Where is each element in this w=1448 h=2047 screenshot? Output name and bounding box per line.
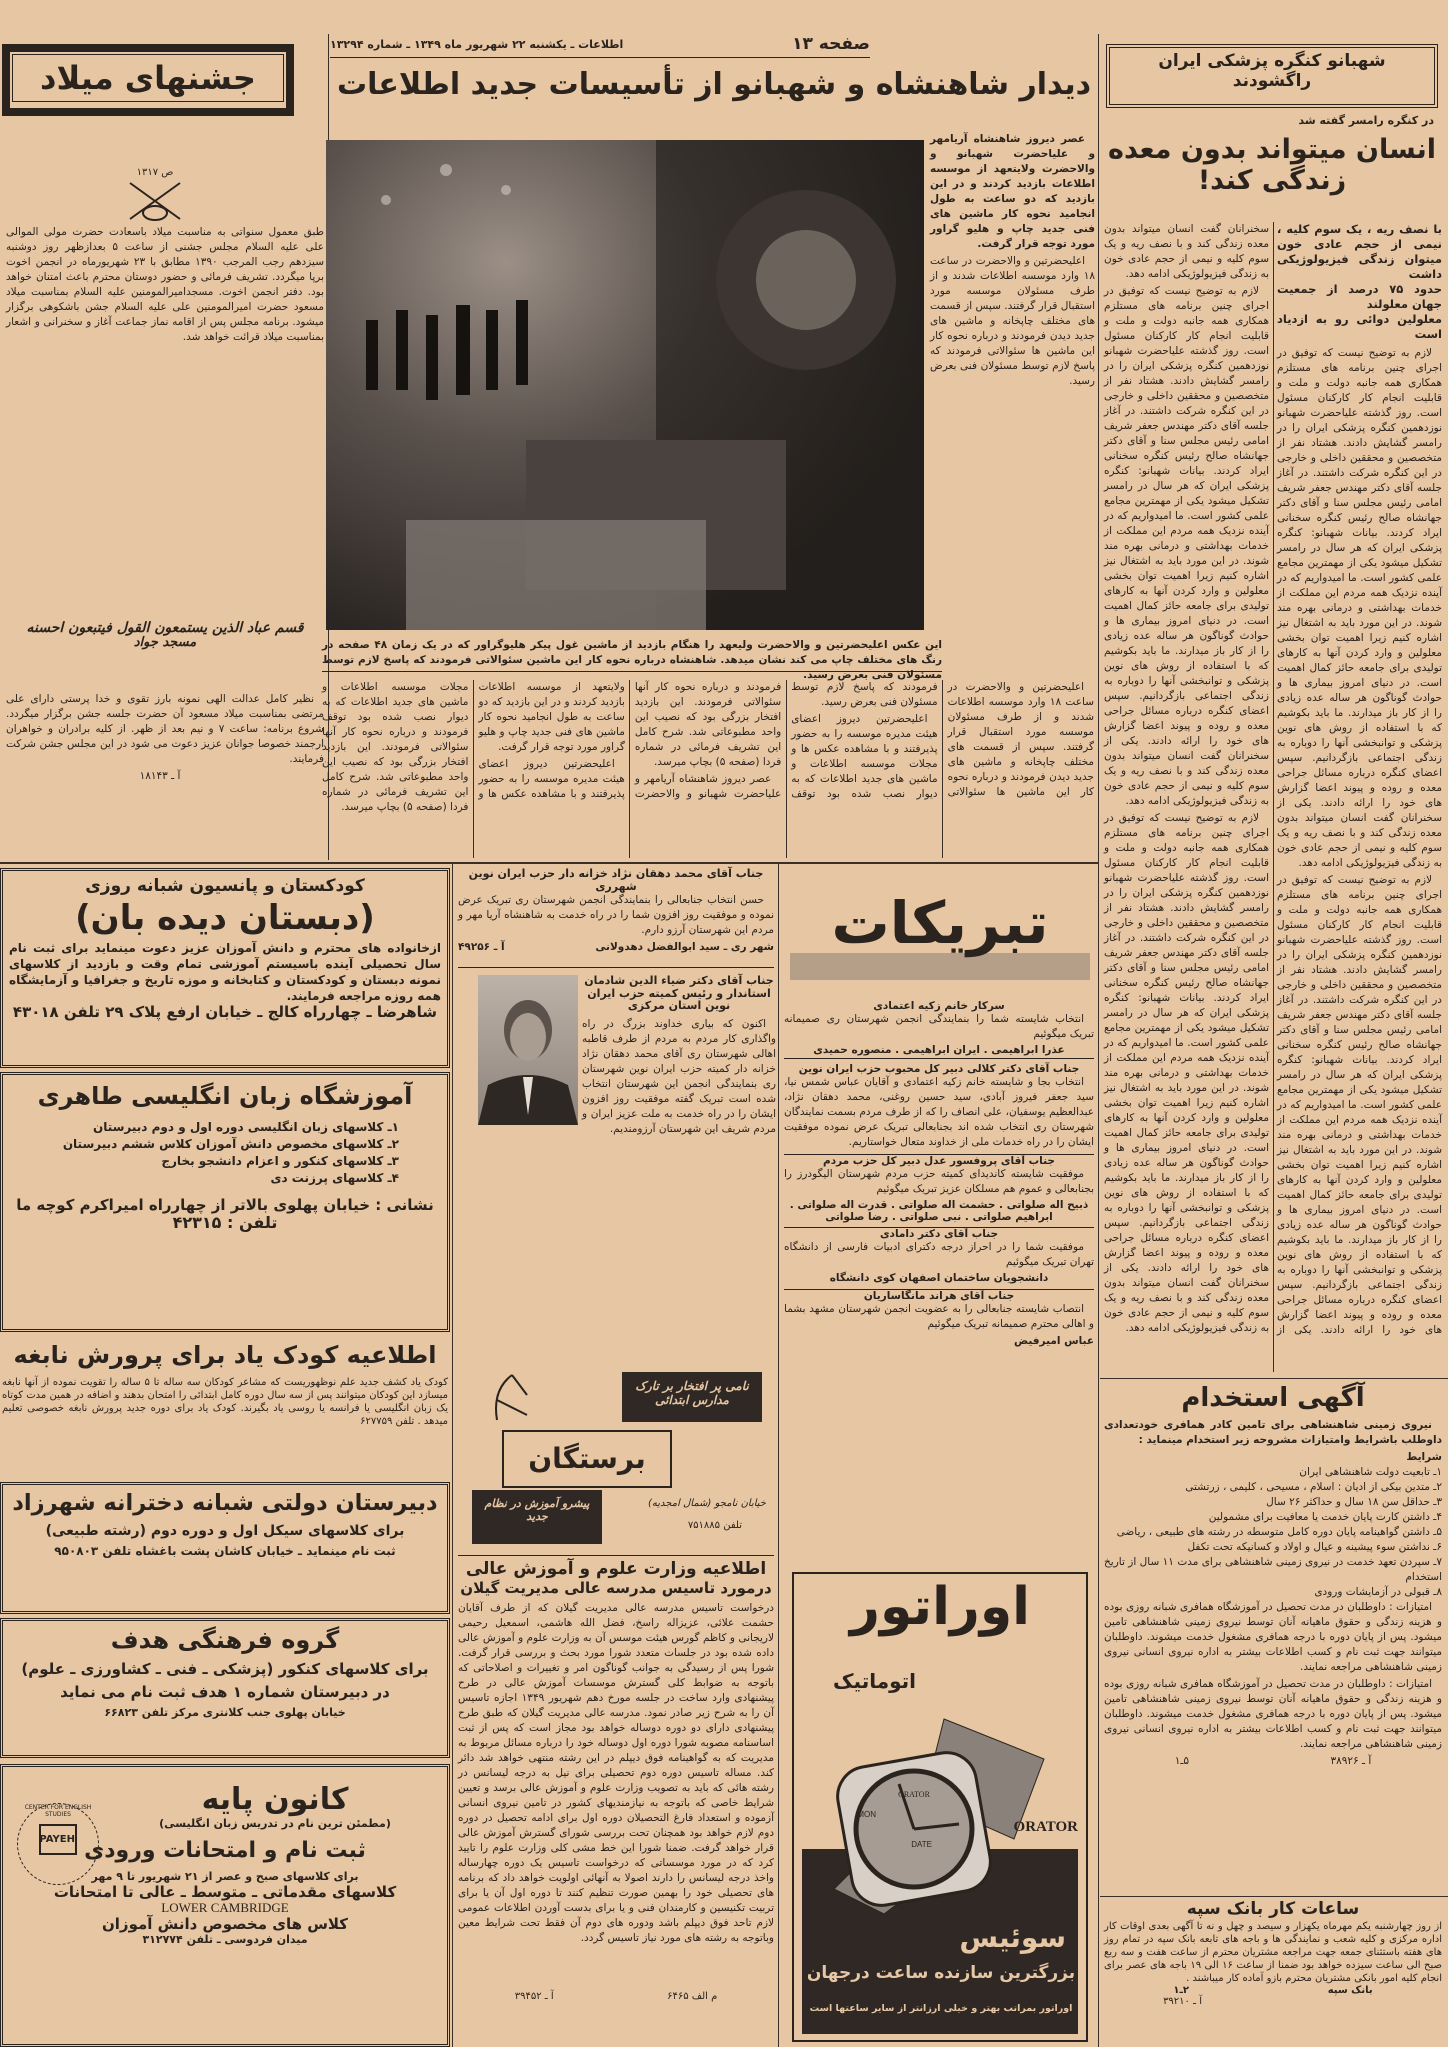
congrats-banner: تبریکات xyxy=(790,890,1090,980)
milad-body: طبق معمول سنواتی به مناسبت میلاد باسعادت حضرت مولی الموالی علی علیه السلام مجلس جشنی از ساعت ۵ بعدازظهر روز دوشنبه سیزدهم رجب المرجب ۱۳۹۰ مطابق با ۲۳ شهریورماه در انجمن اخوت برپا میگردد. تشریف فرمائی و حضور دوستان محترم باعث امتنان خواهد بود. دفتر انجمن اخوت. مسجدامیرالمومنین علیه السلام بمناسبت میلاد مسعود حضرت امیرالمومنین علی علیه السلام جشن باشکوهی برگزار میشود. برنامه مجلس پس از اقامه نماز جماعت آغاز و سخنرانی و اشعار بمناسبت میلاد قرائت خواهد شد. xyxy=(6,226,325,343)
right-box-title: شهبانو کنگره پزشکی ایران راگشودند xyxy=(1106,44,1438,108)
right-body: با نصف ریه ، یک سوم کلیه ، نیمی از حجم عادی خون میتوان زندگی فیزیولوژیکی داشت حدود ۷۵ درصد از جمعیت جهان معلولند معلولین دوائی رو به ازدیاد است لازم به توضیح نیست که توفیق در اجرای چنین برنامه های مستلزم همکاری همه جانبه دولت و ملت و قابلیت انجام کار کارکنان مسئول است. روز گذشته علیاحضرت شهبانو نوزدهمین کنگره پزشکی ایران را در رامسر گشایش دادند. هشتاد نفر از متخصصین و محققین داخلی و خارجی در این کنگره شرکت داشتند. در آغاز جلسه آقای دکتر مهندس جعفر شریف امامی رئیس مجلس سنا و آقای دکتر جهانشاه صالح رئیس کنگره سخنانی ایراد کردند. بیانات شهبانو: کنگره پزشکی ایران که هر سال در رامسر تشکیل میشود یکی از مهمترین مجامع علمی کشور است. ما امیدواریم که در آینده نزدیک همه مردم این مملکت از خدمات بهداشتی و درمانی بهره مند شوند. در این مورد باید به اشتغال نیز اشاره کنیم زیرا اهمیت توان بخشی معلولین و وارد کردن آنها به کارهای تولیدی برای جامعه حائز کمال اهمیت است. در دنیای امروز بیماری ها و حوادث گوناگون هر ساله عده زیادی را از کار باز میدارند. ما باید بکوشیم که با استفاده از روش های نوین پزشکی و توانبخشی آنها را دوباره به زندگی اجتماعی بازگردانیم. سپس اعضای کنگره درباره مسائل جراحی معده و روده و پیوند اعضا گزارش های خود را ارائه دادند. یکی از سخنرانان گفت انسان میتواند بدون معده زندگی کند و با نصف ریه و یک سوم کلیه و نیمی از حجم عادی خون به زندگی فیزیولوژیکی ادامه دهد. لازم به توضیح نیست که توفیق در اجرای چنین برنامه های مستلزم همکاری همه جانبه دولت و ملت و قابلیت انجام کار کارکنان مسئول است. روز گذشته علیاحضرت شهبانو نوزدهمین کنگره پزشکی ایران را در رامسر گشایش دادند. هشتاد نفر از متخصصین و محققین داخلی و خارجی در این کنگره شرکت داشتند. در آغاز جلسه آقای دکتر مهندس جعفر شریف امامی رئیس مجلس سنا و آقای دکتر جهانشاه صالح رئیس کنگره سخنانی ایراد کردند. بیانات شهبانو: کنگره پزشکی ایران که هر سال در رامسر تشکیل میشود یکی از مهمترین مجامع علمی کشور است. ما امیدواریم که در آینده نزدیک همه مردم این مملکت از خدمات بهداشتی و درمانی بهره مند شوند. در این مورد باید به اشتغال نیز اشاره کنیم زیرا اهمیت توان بخشی معلولین و وارد کردن آنها به کارهای تولیدی برای جامعه حائز کمال اهمیت است. در دنیای امروز بیماری ها و حوادث گوناگون هر ساله عده زیادی را از کار باز میدارند. ما باید بکوشیم که با استفاده از روش های نوین پزشکی و توانبخشی آنها را دوباره به زندگی اجتماعی بازگردانیم. سپس اعضای کنگره درباره مسائل جراحی معده و روده و پیوند اعضا گزارش های خود را ارائه دادند. یکی از سخنرانان گفت انسان میتواند بدون معده زندگی کند و با نصف ریه و یک سوم کلیه و نیمی از حجم عادی خون به زندگی فیزیولوژیکی ادامه دهد. لازم به توضیح نیست که توفیق در اجرای چنین برنامه های مستلزم همکاری همه جانبه دولت و ملت و قابلیت انجام کار کارکنان مسئول است. روز گذشته علیاحضرت شهبانو نوزدهمین کنگره پزشکی ایران را در رامسر گشایش دادند. هشتاد نفر از متخصصین و محققین داخلی و خارجی در این کنگره شرکت داشتند. در آغاز جلسه آقای دکتر مهندس جعفر شریف امامی رئیس مجلس سنا و آقای دکتر جهانشاه صالح رئیس کنگره سخنانی ایراد کردند. بیانات شهبانو: کنگره پزشکی ایران که هر سال در رامسر تشکیل میشود یکی از مهمترین مجامع علمی کشور است. ما امیدواریم که در آینده نزدیک همه مردم این مملکت از خدمات بهداشتی و درمانی بهره مند شوند. در این مورد باید به اشتغال نیز اشاره کنیم زیرا اهمیت توان بخشی معلولین و وارد کردن آنها به کارهای تولیدی برای جامعه حائز کمال اهمیت است. در دنیای امروز بیماری ها و حوادث گوناگون هر ساله عده زیادی را از کار باز میدارند. ما باید بکوشیم که با استفاده از روش های نوین پزشکی و توانبخشی آنها را دوباره به زندگی اجتماعی بازگردانیم. سپس اعضای کنگره درباره مسائل جراحی معده و روده و پیوند اعضا گزارش های خود را ارائه دادند. یکی از سخنرانان گفت انسان میتواند بدون معده زندگی کند و با نصف ریه و یک سوم کلیه و نیمی از حجم عادی خون به زندگی فیزیولوژیکی ادامه دهد. لازم به توضیح نیست که توفیق در اجرای چنین برنامه های مستلزم همکاری همه جانبه دولت و ملت و قابلیت انجام کار کارکنان مسئول است. روز گذشته علیاحضرت شهبانو نوزدهمین کنگره پزشکی ایران را در رامسر گشایش دادند. هشتاد نفر از متخصصین و محققین داخلی و خارجی در این کنگره شرکت داشتند. در آغاز جلسه آقای دکتر مهندس جعفر شریف امامی رئیس مجلس سنا و آقای دکتر جهانشاه صالح رئیس کنگره سخنانی ایراد کردند. بیانات شهبانو: کنگره پزشکی ایران که هر سال در رامسر تشکیل میشود یکی از مهمترین مجامع علمی کشور است. ما امیدواریم که در آینده نزدیک همه مردم این مملکت از خدمات بهداشتی و درمانی بهره مند شوند. در این مورد باید به اشتغال نیز اشاره کنیم زیرا اهمیت توان بخشی معلولین و وارد کردن آنها به کارهای تولیدی برای جامعه حائز کمال اهمیت است. در دنیای امروز بیماری ها و حوادث گوناگون هر ساله عده زیادی را از کار باز میدارند. ما باید بکوشیم که با استفاده از روش های نوین پزشکی و توانبخشی آنها را دوباره به زندگی اجتماعی بازگردانیم. سپس اعضای کنگره درباره مسائل جراحی معده و روده و پیوند اعضا گزارش های خود را ارائه دادند. یکی از سخنرانان گفت انسان میتواند بدون معده زندگی کند و با نصف ریه و یک سوم کلیه و نیمی از حجم عادی خون به زندگی فیزیولوژیکی ادامه دهد. xyxy=(1104,222,1442,1336)
congrats-list: سرکار خانم زکیه اعتمادی انتخاب شایسته شما را بنمایندگی انجمن شهرستان ری صمیمانه تبریک میگوئیم عذرا ابراهیمی . ایران ابراهیمی . منصوره حمیدی جناب آقای دکتر کلالی دبیر کل محبوب حزب ایران نوین انتخاب بجا و شایسته خانم زکیه اعتمادی و آقایان عباس شمس نیا، سید جعفر فیروز آبادی، سید حسین روغنی، محمد دهقان نژاد، عبدالعظیم یوسفیان، علی انصاف را که از طرف مردم بسمت نمایندگان شهرستان ری انتخاب شده اند بجنابعالی تبریک عرض نموده موفقیت ایشان را در راه خدمات ملی از خداوند متعال خواستاریم. جناب آقای پروفسور عدل دبیر کل حزب مردم موفقیت شایسته کاندیدای کمیته حزب مردم شهرستان الیگودرز را بجنابعالی و عموم هم مسلکان عزیز تبریک میگوئیم ذبیح اله صلواتی . حشمت اله صلواتی . قدرت اله صلواتی . ابراهیم صلواتی . نبی صلواتی . رضا صلواتی جناب آقای دکتر دامادی موفقیت شما را در احراز درجه دکترای ادبیات فارسی از دانشگاه تهران تبریک میگوئیم دانشجویان ساختمان اصفهان کوی دانشگاه جناب آقای هراند مانگاساریان انتصاب شایسته جنابعالی را به عضویت انجمن شهرستان مشهد بشما و اهالی محترم صمیمانه تبریک میگوئیم عباس امیرفیض xyxy=(784,1000,1094,1347)
printing-press-image xyxy=(326,140,924,630)
berestegan-ad: نامی پر افتخار بر تارک مدارس ابتدائی برستگان پیشرو آموزش در نظام جدید خیابان نامجو (شمال امجدیه) تلفن ۷۵۱۸۸۵ xyxy=(462,1362,772,1547)
right-headline: انسان میتواند بدون معده زندگی کند! xyxy=(1108,134,1436,197)
right-kicker: در کنگره رامسر گفته شد xyxy=(1298,114,1434,127)
ad-kanoon-payeh: CENTER FOR ENGLISH STUDIES PAYEH کانون پایه (مطمئن ترین نام در تدریس زبان انگلیسی) ثبت نام و امتحانات ورودی برای کلاسهای صبح و عصر از ۲۱ شهریور تا ۹ مهر کلاسهای مقدماتی ـ متوسط ـ عالی تا امتحانات LOWER CAMBRIDGE کلاس های مخصوص دانش آموزان میدان فردوسی ـ تلفن ۳۱۲۷۷۴ xyxy=(0,1764,450,2047)
svg-text:MON: MON xyxy=(857,1810,876,1819)
svg-text:DATE: DATE xyxy=(911,1840,932,1849)
milad-body-2: نظیر کامل عدالت الهی نمونه بارز تقوی و خدا پرستی دارای علی مرتضی بمناسبت میلاد مسعود آن حضرت جلسه جشن برگزار میگردد. شروع برنامه: ساعت ۷ و نیم بعد از ظهر. از کلیه برادران و خواهران ارجمند خصوصا جوانان عزیز دعوت می شود در این مجلس جشن شرکت فرمایند. آ ـ ۱۸۱۴۳ xyxy=(6,693,324,782)
quran-calligraphy: قسم عباد الذین یستمعون القول فیتبعون احسنه مسجد جواد xyxy=(26,620,304,651)
orator-watch-ad: اوراتور اتوماتیک ORATOR MON DATE ORATOR سوئیس بزرگترین سازنده ساعت درجهان اوراتور بمراتب بهتر و خیلی ارزانتر از سایر ساعتها است xyxy=(792,1572,1088,2042)
milad-title-box xyxy=(2,44,294,116)
main-headline: دیدار شاهنشاه و شهبانو از تأسیسات جدید اطلاعات xyxy=(336,67,1092,102)
main-body: اعلیحضرتین و والاحضرت در ساعت ۱۸ وارد موسسه اطلاعات شدند و از طرف مسئولان موسسه مورد استقبال قرار گرفتند. سپس از قسمت های مختلف چاپخانه و ماشین های جدید دیدن فرمودند و درباره نحوه کار این ماشین ها سئوالاتی فرمودند که پاسخ لازم توسط مسئولان فنی بعرض رسید. اعلیحضرتین دیروز اعضای هیئت مدیره موسسه را به حضور پذیرفتند و با مشاهده عکس ها و مجلات موسسه اطلاعات و ماشین های جدید اطلاعات که به دیوار نصب شده بود توقف فرمودند و درباره نحوه کار آنها سئوالاتی فرمودند. این بازدید افتخار بزرگی بود که نصیب این واحد مطبوعاتی شد. شرح کامل این تشریف فرمائی در شماره فردا (صفحه ۵) بچاپ میرسد. عصر دیروز شاهنشاه آریامهر و علیاحضرت شهبانو و والاحضرت ولایتعهد از موسسه اطلاعات بازدید کردند و در این بازدید که دو ساعت به طول انجامید نحوه کار ماشین های فنی جدید چاپ و هلیو گراور مورد توجه قرار گرفت. اعلیحضرتین دیروز اعضای هیئت مدیره موسسه را به حضور پذیرفتند و با مشاهده عکس ها و مجلات موسسه اطلاعات و ماشین های جدید اطلاعات که به دیوار نصب شده بود توقف فرمودند و درباره نحوه کار آنها سئوالاتی فرمودند. این بازدید افتخار بزرگی بود که نصیب این واحد مطبوعاتی شد. شرح کامل این تشریف فرمائی در شماره فردا (صفحه ۵) بچاپ میرسد. xyxy=(322,681,1094,813)
ad-hadaf: گروه فرهنگی هدف برای کلاسهای کنکور (پزشکی ـ فنی ـ کشاورزی ـ علوم) در دبیرستان شماره ۱ هدف ثبت نام می نماید خیابان پهلوی جنب کلانتری مرکز تلفن ۶۶۸۲۳ xyxy=(0,1618,450,1758)
portrait-photo xyxy=(478,975,578,1125)
ad-kudakyad: اطلاعیه کودک یاد برای پرورش نابغه کودک یاد کشف جدید علم نوظهوریست که مشاعر کودکان سه ساله تا ۵ ساله را تقویت نموده از آنها نابغه میسازد این کودکان میتوانند پس از سه سال دوره کامل ابتدائی را امتحان بدهند و اضافه در همین مدت کوتاه یک زبان انگلیسی یا فرانسه یا روسی یاد بگیرند. کودک یاد برای دوره جدید پرورش نابغه خصوصی تعلیم میدهد . تلفن ۶۲۷۷۵۹ xyxy=(2,1341,448,1427)
ad-didehban: کودکستان و پانسیون شبانه روزی (دبستان دیده بان) ازخانواده های محترم و دانش آموزان عزیز دعوت مینماید برای ثبت نام سال تحصیلی آینده باسیستم آموزشی تمام وقت و بازدید از کلاسهای نمونه دبستان و کودکستان و کتابخانه و موزه تاریخ و جغرافیا و آزمایشگاه همه روزه مراجعه فرمایند. شاهرضا ـ چهارراه کالج ـ خیابان ارفع پلاک ۲۹ تلفن ۴۳۰۱۸ xyxy=(0,868,450,1068)
employment-ad: آگهی استخدام نیروی زمینی شاهنشاهی برای تامین کادر همافری خودتعدادی داوطلب باشرایط وامتیازات مشروحه زیر استخدام مینماید : شرایط ۱ـ تابعیت دولت شاهنشاهی ایران ۲ـ متدین بیکی از ادیان : اسلام ، مسیحی ، کلیمی ، زرتشتی ۳ـ حداقل سن ۱۸ سال و حداکثر ۲۶ سال ۴ـ داشتن کارت پایان خدمت یا معافیت برای مشمولین ۵ـ داشتن گواهینامه پایان دوره کامل متوسطه در رشته های طبیعی ، ریاضی ۶ـ نداشتن سوء پیشینه و عیال و اولاد و کسانیکه تحت تکفل ۷ـ سپردن تعهد خدمت در نیروی زمینی شاهنشاهی برای مدت ۱۱ سال از تاریخ استخدام ۸ـ قبولی در آزمایشات ورودی امتیازات : داوطلبان در مدت تحصیل در آموزشگاه همافری شبانه روزی بوده و هزینه زندگی و حقوق ماهیانه آنان توسط نیروی زمینی شاهنشاهی تامین میشود. پس از پایان دوره با درجه همافری مشغول خدمت میشوند. داوطلبان میتوانند جهت ثبت نام و کسب اطلاعات بیشتر به اداره نیروی انسانی نیروی زمینی شاهنشاهی مراجعه نمایند. امتیازات : داوطلبان در مدت تحصیل در آموزشگاه همافری شبانه روزی بوده و هزینه زندگی و حقوق ماهیانه آنان توسط نیروی زمینی شاهنشاهی تامین میشود. پس از پایان دوره با درجه همافری مشغول خدمت میشوند. داوطلبان میتوانند جهت ثبت نام و کسب اطلاعات بیشتر به اداره نیروی انسانی نیروی زمینی شاهنشاهی مراجعه نمایند. آ ـ ۳۸۹۲۶ ۵ـ۱ xyxy=(1104,1383,1442,1767)
crossed-axes-emblem-icon xyxy=(120,179,190,223)
masthead xyxy=(330,34,870,58)
main-photo xyxy=(326,140,924,630)
main-lead: عصر دیروز شاهنشاه آریامهر و علیاحضرت شهبانو و والاحضرت ولایتعهد از موسسه اطلاعات بازدید کردند و در این بازدید که دو ساعت به طول انجامید نحوه کار ماشین های فنی جدید چاپ و هلیو گراور مورد توجه قرار گرفت. اعلیحضرتین و والاحضرت در ساعت ۱۸ وارد موسسه اطلاعات شدند و از طرف مسئولان موسسه مورد استقبال قرار گرفتند. سپس از قسمت های مختلف چاپخانه و ماشین های جدید دیدن فرمودند و درباره نحوه کار این ماشین ها سئوالاتی فرمودند که پاسخ لازم توسط مسئولان فنی بعرض رسید. xyxy=(930,133,1095,387)
man-portrait-image xyxy=(478,975,578,1125)
bank-sepah-notice: ساعات کار بانک سپه از روز چهارشنبه یکم مهرماه یکهزار و سیصد و چهل و نه تا آگهی بعدی اوقات کار اداره مرکزی و کلیه شعب و نمایندگی ها و باجه های تابعه بانک سپه در تمام روز های هفته باستثنای جمعه جهت مراجعه مشتریان محترم از ساعت هفت و سه ربع صبح الی ساعت سیزده خواهد بود ضمنا از ساعت ۱۶ الی ۱۹ باجه های عصر برای انجام کلیه امور بانکی مشتریان محترم بازو آماده کار میباشند . بانک سپه ۲ـ۱ آ ـ ۳۹۲۱۰ xyxy=(1104,1899,1442,2007)
congrats-shadman: جناب آقای دکتر ضیاء الدین شادمان استاندار و رئیس کمیته حزب ایران نوین استان مرکزی اکنون که بیاری خداوند بزرگ در راه واگذاری کار مردم به مردم از طرف قاطبه اهالی شهرستان ری آقای محمد دهقان نژاد خزانه دار کمیته حزب ایران نوین شهرستان ری بنمایندگی انجمن این شهرستان انتخاب شده است تبریک گفته موفقیت روز افزون ایشان را در راه خدمت به ملت عزیز ایران و مردم شریف این شهرستان آرزومندیم. xyxy=(582,974,776,1135)
svg-text:ORATOR: ORATOR xyxy=(898,1790,930,1799)
dateline: اطلاعات ـ یکشنبه ۲۲ شهریور ماه ۱۳۴۹ ـ شماره ۱۳۲۹۴ xyxy=(330,38,624,51)
student-illustration-icon xyxy=(482,1370,542,1425)
ministry-notice: اطلاعیه وزارت علوم و آموزش عالی درمورد تاسیس مدرسه عالی مدیریت گیلان درخواست تاسیس مدرسه عالی مدیریت گیلان که از طرف آقایان حشمت علائی، عزیزاله راسخ، فضل الله هاشمی، اسمعیل رحیمی لاریجانی و کاظم گورس هیئت موسس آن به وزارت علوم و آموزش عالی داده شده بود در جلسات متعدد شورا مورد بحث و بررسی قرار گرفت. شورا پس از رسیدگی به جوانب گوناگون امر و تغییرات و اصلاحاتی که باتوجه به ضوابط کلی گسترش موسسات آموزش عالی در طرح پیشنهادی وارد ساخت در جلسه مورخ دهم شهریور ۱۳۴۹ اجازه تاسیس آن را به شرح زیر صادر نمود. مدرسه عالی مدیریت گیلان که طبق طرح پیشنهادی دارای دو دوره دوساله خواهد بود مجاز است که پس از ثبت اساسنامه مصوبه شورا دوره اول دوساله خود را درباره مسائل مربوط به مدیریت که به گواهینامه فوق دیپلم در این رشته منتهی خواهد شد دائر کند. مساله تاسیس دوره دوم تحصیلی برای نیل به درجه لیسانس در رشته هائی که باید به تصویب وزارت علوم و آموزش عالی برسد و تعیین شرایط خاصی که باتوجه به نیازمندیهای کشور در تامین نیروی انسانی آزموده و استعداد فارغ التحصیلان دوره اول برای ادامه تحصیل در دوره دوم لازم خواهد بود همچنان تحت بررسی شورای گسترش آموزش عالی قرار خواهد گرفت. ضمنا شورا این خط مشی کلی وزارت علوم را تایید کرد که در مورد موسساتی که درخواست تاسیس یک دوره چهارساله واخذ درجه لیسانس را دارند اصولا به آنهائی اولویت خواهد داد که برنامه های تحصیلی خود را بهمین صورت تنظیم کنند تا دوره اول آن یا برای تربیت تکنیسین و کارمندان فنی و یا برای بدست آوردن اطلاعات عمومی لازم تاحد فوق دیپلم باشد ودوره های دوم آن فقط تحت شرایط معین وباتوجه به رشته های مورد نیاز تاسیس گردد. م الف ۶۴۶۵ آ ـ ۳۹۴۵۲ xyxy=(458,1555,774,2043)
photo-caption: این عکس اعلیحضرتین و والاحضرت ولیعهد را هنگام بازدید از ماشین غول پیکر هلیوگراور که در یک زمان ۴۸ صفحه در رنگ های مختلف چاپ می کند نشان میدهد. شاهنشاه درباره نحوه کار این ماشین سئوالاتی فرمودند که پاسخ لازم توسط مسئولان فنی بعرض رسید. xyxy=(322,639,943,681)
congrats-dehghan: جناب آقای محمد دهقان نژاد خزانه دار حزب ایران نوین شهرری حسن انتخاب جنابعالی را بنمایندگی انجمن شهرستان ری تبریک عرض نموده و موفقیت روز افزون شما را در راه خدمت به شاهنشاه آریا مهر و مردم این شهرستان آرزو دارم. شهر ری ـ سید ابوالفضل دهدولانی آ ـ ۴۹۲۵۶ xyxy=(458,868,774,968)
ad-shahrzad: دبیرستان دولتی شبانه دخترانه شهرزاد برای کلاسهای سیکل اول و دوره دوم (رشته طبیعی) ثبت نام مینماید ـ خیابان کاشان پشت باغشاه تلفن ۹۵۰۸۰۳ xyxy=(0,1482,450,1614)
page-number: صفحه ۱۳ xyxy=(792,34,870,54)
wristwatch-image xyxy=(814,1699,1054,1919)
emblem: ص ۱۳۱۷ xyxy=(120,160,190,220)
payeh-logo: CENTER FOR ENGLISH STUDIES PAYEH xyxy=(17,1803,99,1885)
milad-title: جشنهای میلاد xyxy=(12,54,284,102)
ad-taheri: آموزشگاه زبان انگلیسی طاهری ۱ـ کلاسهای زبان انگلیسی دوره اول و دوم دبیرستان ۲ـ کلاسهای مخصوص دانش آموزان کلاس ششم دبیرستان ۳ـ کلاسهای کنکور و اعزام دانشجو بخارج ۴ـ کلاسهای پرزنت دی نشانی : خیابان پهلوی بالاتر از چهارراه امیراکرم کوچه ما تلفن : ۴۲۳۱۵ xyxy=(0,1072,450,1332)
